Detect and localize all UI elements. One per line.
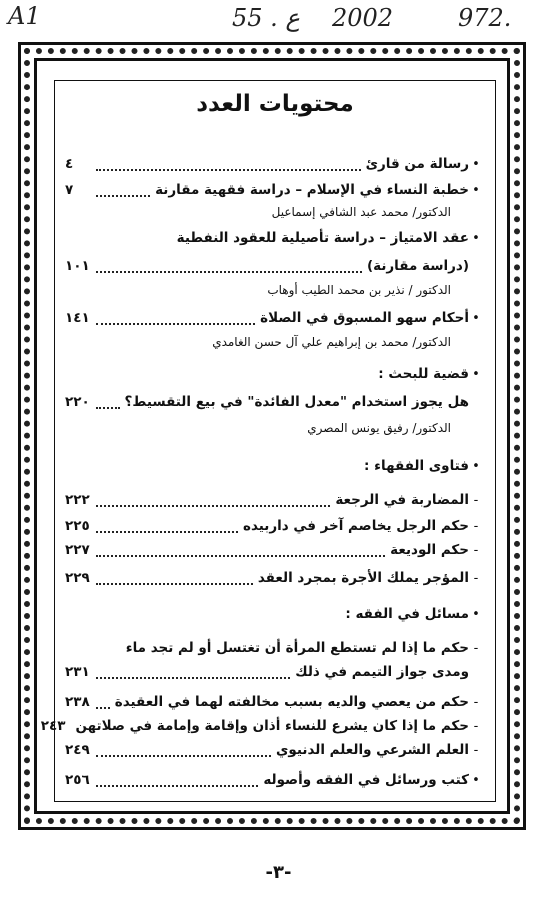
toc-entry-page: ٢٢٠ (65, 394, 90, 410)
toc-entry (65, 515, 483, 537)
toc-entry-title: حكم ما إذا كان يشرع للنساء أذان وإقامة وإمامة في صلاتهن (75, 718, 469, 734)
contents-panel (40, 80, 496, 802)
toc-entry-title: رسالة من قارئ (365, 156, 469, 172)
toc-entry (65, 153, 483, 175)
toc-entry-title: المضاربة في الرجعة (335, 492, 469, 508)
table-of-contents (40, 81, 495, 801)
toc-entry (65, 637, 483, 659)
toc-entry-page: ٢٢٥ (65, 518, 90, 534)
toc-entry-title: حكم ما إذا لم تستطع المرأة أن تغتسل أو لم تجد ماء (125, 640, 469, 656)
dot-leader (96, 519, 238, 533)
toc-entry-title: خطبة النساء في الإسلام – دراسة فقهية مقارنة (155, 182, 469, 198)
dot-leader (96, 773, 258, 787)
handwritten-note-number: 972. (458, 4, 512, 32)
bullet-marker: • (472, 366, 480, 382)
toc-entry (65, 739, 483, 761)
toc-entry (65, 769, 483, 791)
toc-entry (65, 603, 483, 625)
toc-entry (65, 391, 483, 413)
bullet-marker: • (472, 458, 480, 474)
dot-leader (96, 665, 290, 679)
dash-marker: - (473, 492, 479, 508)
bullet-marker: • (472, 606, 480, 622)
toc-entry (65, 539, 483, 561)
toc-entry-title: (دراسة مقارنة) (366, 258, 469, 274)
dot-leader (96, 183, 150, 197)
dash-marker: - (473, 570, 479, 586)
toc-entry (65, 307, 483, 329)
toc-entry-title: هل يجوز استخدام "معدل الفائدة" في بيع التقسيط؟ (124, 394, 469, 410)
dot-leader (96, 493, 330, 507)
dot-leader (96, 695, 110, 709)
toc-entry-author: الدكتور/ محمد بن إبراهيم علي آل حسن الغامدي (212, 335, 451, 349)
toc-entry-title: فتاوى الفقهاء : (364, 458, 469, 474)
toc-entry (65, 255, 483, 277)
toc-entry-title: حكم الوديعة (390, 542, 469, 558)
toc-entry-page: ٢٣٨ (65, 694, 90, 710)
toc-entry-title: ومدى جواز التيمم في ذلك (295, 664, 469, 680)
bullet-marker: • (472, 156, 480, 172)
toc-entry-page: ١٠١ (65, 258, 90, 274)
toc-entry-title: مسائل في الفقه : (345, 606, 469, 622)
dash-marker: - (473, 742, 479, 758)
toc-entry-page: ٢٢٩ (65, 570, 90, 586)
toc-entry-page: ٧ (65, 182, 74, 198)
dot-leader (96, 311, 255, 325)
toc-entry-page: ١٤١ (65, 310, 90, 326)
dash-marker: - (473, 542, 479, 558)
bullet-marker: • (472, 310, 480, 326)
bullet-marker: • (472, 182, 480, 198)
toc-entry (65, 567, 483, 589)
dash-marker: - (473, 694, 479, 710)
toc-entry-title: المؤجر يملك الأجرة بمجرد العقد (257, 570, 469, 586)
toc-entry-title: حكم من يعصي والديه بسبب مخالفته لهما في العقيدة (114, 694, 469, 710)
toc-entry-title: العلم الشرعي والعلم الدنيوي (276, 742, 469, 758)
toc-entry-page: ٢٤٣ (40, 718, 66, 734)
toc-entry (65, 489, 483, 511)
dot-leader (96, 395, 120, 409)
toc-entry-title: أحكام سهو المسبوق في الصلاة (260, 310, 469, 326)
dot-leader (96, 571, 253, 585)
toc-entry-page: ٢٢٧ (65, 542, 90, 558)
toc-entry-author: الدكتور / نذير بن محمد الطيب أوهاب (267, 283, 451, 297)
toc-entry (40, 715, 483, 737)
toc-entry-title: عقد الامتياز – دراسة تأصيلية للعقود النفطية (176, 230, 469, 246)
dot-leader (96, 543, 385, 557)
handwritten-note-volume: 55 . ع (232, 4, 300, 32)
toc-entry-title: حكم الرجل يخاصم آخر في داربيده (243, 518, 469, 534)
toc-entry-page: ٢٣١ (65, 664, 90, 680)
toc-entry (65, 363, 483, 385)
dash-marker: - (473, 518, 479, 534)
dot-leader (96, 259, 362, 273)
handwritten-note-year: 2002 (332, 4, 394, 32)
toc-entry (65, 227, 483, 249)
toc-entry-title: قضية للبحث : (378, 366, 469, 382)
handwritten-code: A1 (8, 2, 41, 30)
toc-entry (65, 691, 483, 713)
page-title: محتويات العدد (196, 91, 354, 117)
dash-marker: - (473, 640, 479, 656)
toc-entry-author: الدكتور/ محمد عبد الشافي إسماعيل (271, 205, 451, 219)
toc-entry (65, 455, 483, 477)
page-number: -٣- (265, 862, 292, 883)
bullet-marker: • (472, 772, 480, 788)
dot-leader (96, 743, 271, 757)
toc-entry-page: ٤ (65, 156, 74, 172)
toc-entry (65, 661, 483, 683)
toc-entry-page: ٢٢٢ (65, 492, 90, 508)
toc-entry (65, 179, 483, 201)
toc-entry-page: ٢٥٦ (65, 772, 90, 788)
toc-entry-title: كتب ورسائل في الفقه وأصوله (263, 772, 469, 788)
dot-leader (96, 157, 361, 171)
toc-entry-author: الدكتور/ رفيق يونس المصري (307, 421, 451, 435)
toc-entry-page: ٢٤٩ (65, 742, 90, 758)
bullet-marker: • (472, 230, 480, 246)
dash-marker: - (473, 718, 479, 734)
